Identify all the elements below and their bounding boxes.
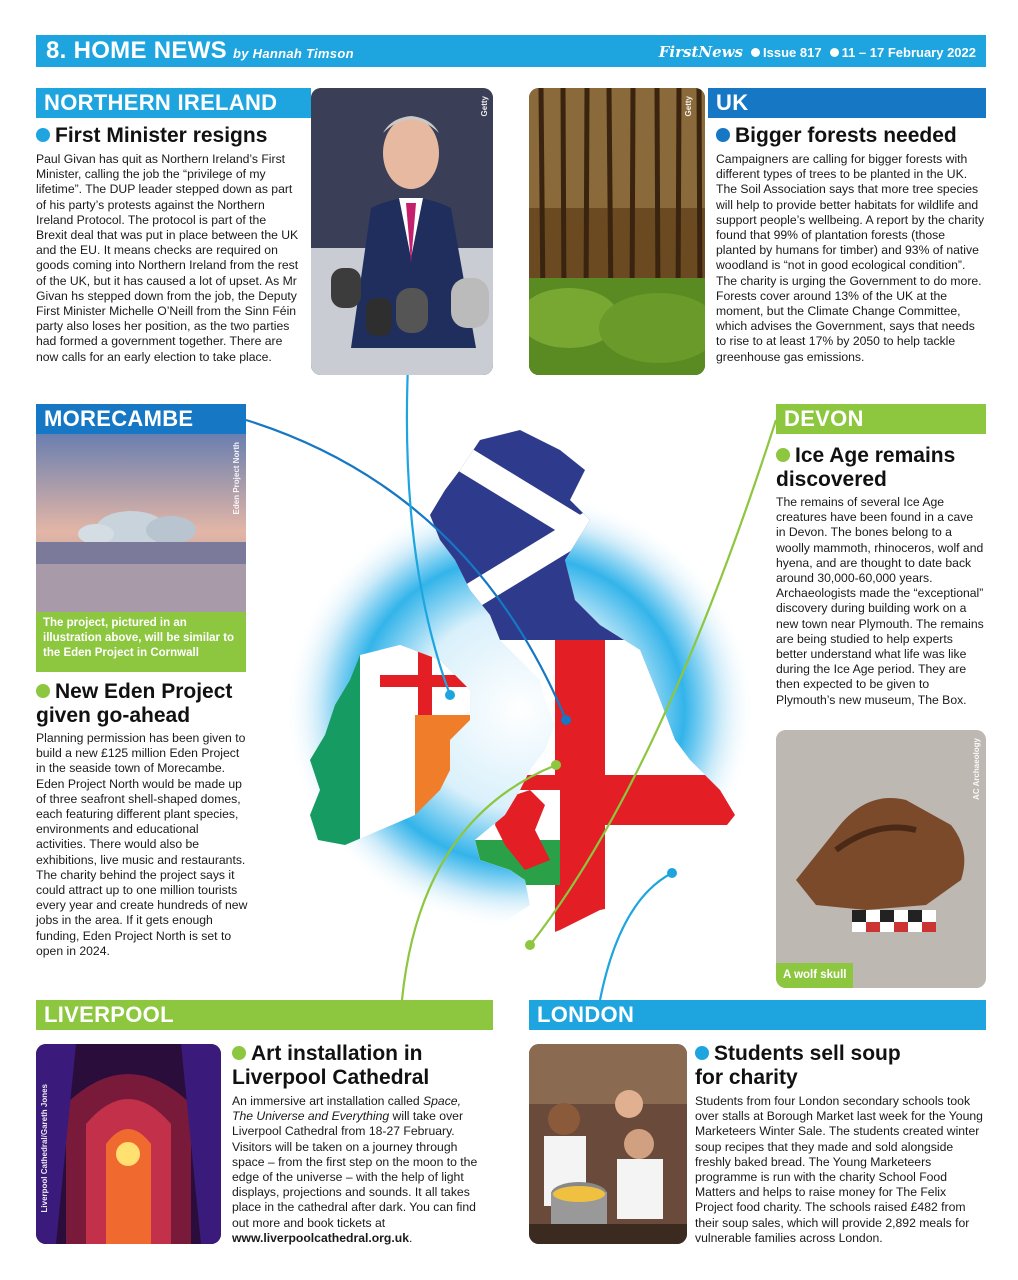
bullet-icon — [695, 1046, 709, 1060]
article-london: Students from four London secondary schools took over stalls at Borough Market last week for the Young Marketeers Winter Sale. The students created winter soup recipes that they made and sold alongside freshly baked bread. The Young Marketeers programme is run with the charity School Food Matters and helps to raise money for The Felix Project food charity. The schools raised £482 from their soup sales, which will provide 2,892 meals for vulnerable families across London. — [695, 1094, 983, 1245]
photo-credit: AC Archaeology — [972, 738, 981, 800]
article-morecambe: Planning permission has been given to build a new £125 million Eden Project in the seaside town of Morecambe. Eden Project North would be made up of three seafront shell-shaped domes, each featuring different plant species, environments and educational activities. There would also be exhibitions, live music and restaurants. The charity behind the project says it could attract up to one million tourists every year and create hundreds of new jobs in the area. If it gets enough funding, Eden Project North is set to open in 2024. — [36, 731, 248, 958]
bullet-icon — [716, 128, 730, 142]
bullet-icon — [36, 128, 50, 142]
label-morecambe — [36, 404, 246, 434]
caption-devon: A wolf skull — [776, 963, 853, 988]
eden-illustration — [36, 434, 246, 612]
photo-wolf-skull — [776, 730, 986, 988]
photo-credit: Getty — [480, 96, 489, 117]
headline-line-2: for charity — [695, 1066, 798, 1089]
headline-text: Bigger forests needed — [735, 124, 957, 147]
byline: by Hannah Timson — [232, 46, 354, 61]
headline-morecambe — [36, 680, 266, 728]
photo-credit: Getty — [684, 96, 693, 117]
forest-illustration — [529, 88, 705, 375]
label-devon — [776, 404, 986, 434]
headline-uk — [716, 124, 986, 148]
bullet-icon — [232, 1046, 246, 1060]
cathedral-website-link[interactable]: www.liverpoolcathedral.org.uk — [232, 1230, 409, 1245]
caption-morecambe: The project, pictured in an illustration above, will be similar to the Eden Project in Cornwall — [36, 612, 246, 672]
section-name: 8. HOME NEWS — [46, 37, 227, 64]
headline-line-1: Art installation in — [251, 1042, 423, 1065]
label-liverpool — [36, 1000, 493, 1030]
body-text: An immersive art installation called — [232, 1094, 424, 1108]
photo-students-soup — [529, 1044, 687, 1244]
label-text: LONDON — [537, 1002, 635, 1027]
headline-liverpool — [232, 1042, 492, 1090]
label-text: DEVON — [784, 406, 864, 431]
installation-title: Space, The Universe and Everything — [232, 1094, 461, 1124]
article-devon: The remains of several Ice Age creatures have been found in a cave in Devon. The bones belong to a woolly mammoth, rhinoceros, wolf and hyena, and are thought to date back around 30,000-60,000 years. Archaeologists made the “exceptional” discovery during building work on a new town near Plymouth. The remains are being studied to help experts better understand what life was like during the Ice Age period. They are then expected to be given to Plymouth’s new museum, The Box. — [776, 495, 984, 707]
headline-northern-ireland — [36, 124, 306, 148]
headline-line-1: New Eden Project — [55, 680, 233, 703]
label-uk — [708, 88, 986, 118]
students-illustration — [529, 1044, 687, 1244]
headline-line-1: Students sell soup — [714, 1042, 901, 1065]
issue-text: Issue 817 — [763, 44, 822, 60]
bullet-icon — [36, 684, 50, 698]
headline-text: First Minister resigns — [55, 124, 268, 147]
headline-line-1: Ice Age remains — [795, 444, 956, 467]
headline-line-2: given go-ahead — [36, 704, 191, 727]
article-uk: Campaigners are calling for bigger forests with different types of trees to be planted in the UK. The Soil Association says that more tree species will help to provide better habitats for wildlife and support people’s wellbeing. A report by the charity found that 99% of plantation forests (those planted by humans for timber) and 93% of native woodland is “not in good ecological condition”. The charity is urging the Government to do more. Forests cover around 13% of the UK at the moment, but the Climate Change Committee, which advises the Government, says that needs to rise to at least 17% by 2050 to help tackle greenhouse gas emissions. — [716, 152, 985, 364]
label-text: LIVERPOOL — [44, 1002, 174, 1027]
body-text: will take over Liverpool Cathedral from 18-27 February. Visitors will be taken on a journey through space – from the first step on the moon to the edge of the universe – with the help of light displays, projections and sounds. It all takes place in the cathedral after dark. You can find out more and book tickets at — [232, 1109, 478, 1230]
headline-devon — [776, 444, 986, 492]
label-text: UK — [716, 90, 749, 115]
bullet-icon — [776, 448, 790, 462]
label-text: MORECAMBE — [44, 406, 194, 431]
label-northern-ireland — [36, 88, 311, 118]
photo-credit: Eden Project North — [232, 442, 241, 515]
photo-eden-project — [36, 434, 246, 612]
article-liverpool — [232, 1094, 482, 1246]
label-london — [529, 1000, 986, 1030]
minister-illustration — [311, 88, 493, 375]
headline-line-2: Liverpool Cathedral — [232, 1066, 430, 1089]
brand-logo: FirstNews — [658, 43, 744, 61]
cathedral-illustration — [36, 1044, 221, 1244]
photo-cathedral — [36, 1044, 221, 1244]
skull-illustration — [776, 730, 986, 988]
headline-london — [695, 1042, 986, 1090]
headline-line-2: discovered — [776, 468, 887, 491]
photo-credit: Liverpool Cathedral/Gareth Jones — [40, 1084, 49, 1213]
label-text: NORTHERN IRELAND — [44, 90, 278, 115]
article-northern-ireland: Paul Givan has quit as Northern Ireland’s First Minister, calling the job the “privilege of my lifetime”. The DUP leader stepped down as part of his party’s protests against the Northern Ireland Protocol. The protocol is part of the Brexit deal that was put in place between the UK and the EU. It means checks are required on goods coming into Northern Ireland from the rest of the UK, but it has caused a lot of upset. As Mr Givan hs stepped down from the job, the Deputy First Minister Michelle O’Neill from the Sinn Féin party also loses her position, as the two parties had formed a government together. There are now calls for an early election to take place. — [36, 152, 299, 364]
dates-text: 11 – 17 February 2022 — [841, 44, 976, 60]
photo-forest — [529, 88, 705, 375]
photo-paul-givan — [311, 88, 493, 375]
body-text: . — [408, 1230, 413, 1245]
